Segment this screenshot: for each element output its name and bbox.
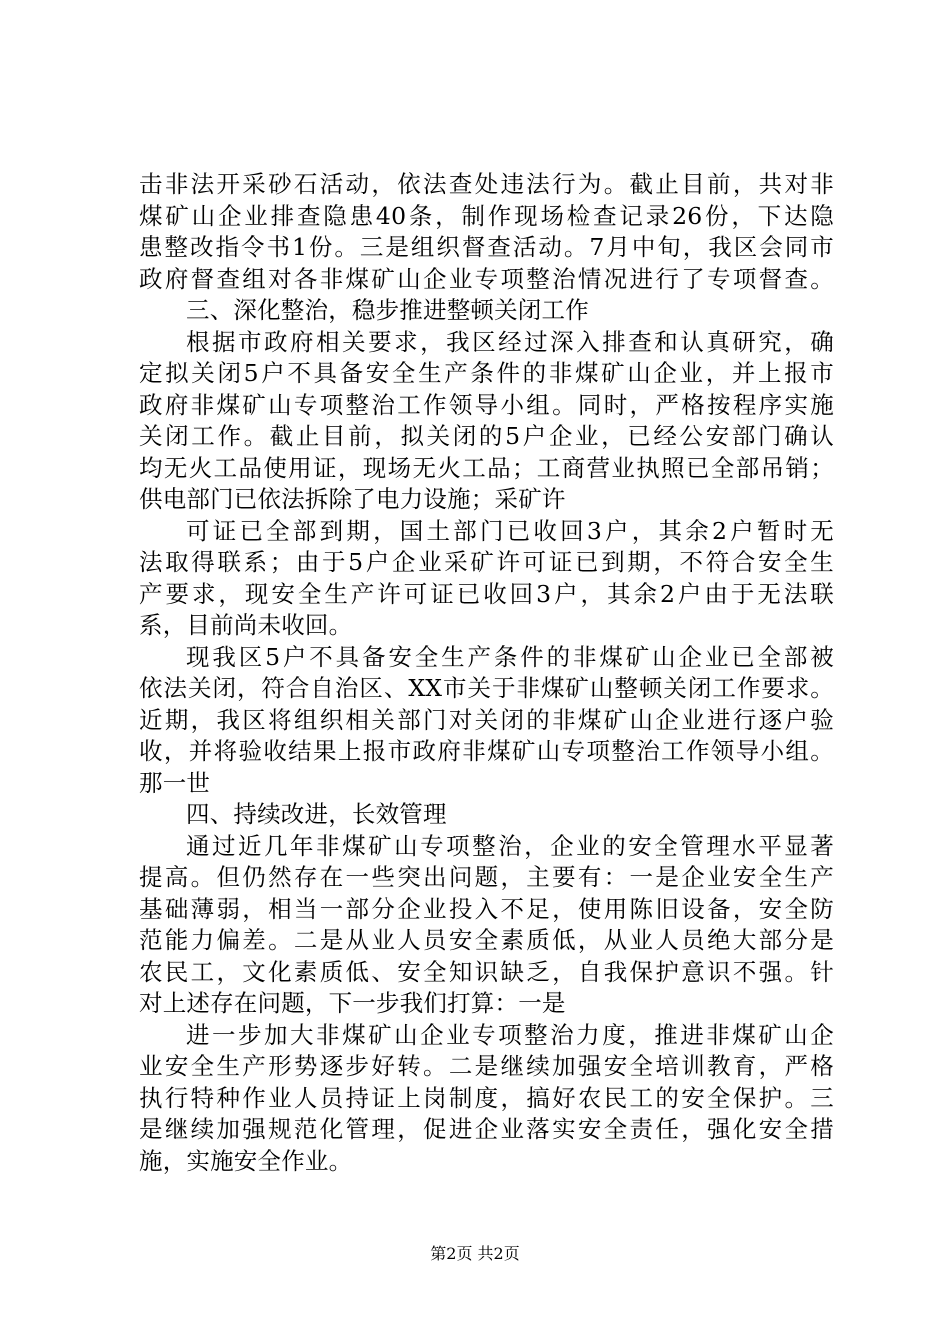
text-line: 击非法开采砂石活动，依法查处违法行为。截止目前，共对非 <box>139 170 834 198</box>
text-line: 关闭工作。截止目前，拟关闭的5户企业，已经公安部门确认 <box>139 422 834 450</box>
page-number: 第2页 共2页 <box>430 1244 520 1263</box>
text-line: 患整改指令书1份。三是组织督查活动。7月中旬，我区会同市 <box>139 233 834 261</box>
text-line: 是继续加强规范化管理，促进企业落实安全责任，强化安全措 <box>139 1115 834 1143</box>
section-heading: 三、深化整治，稳步推进整顿关闭工作 <box>186 296 589 324</box>
text-line: 可证已全部到期，国土部门已收回3户，其余2户暂时无 <box>186 516 834 545</box>
text-line: 提高。但仍然存在一些突出问题，主要有：一是企业安全生产 <box>139 863 834 891</box>
text-line: 基础薄弱，相当一部分企业投入不足，使用陈旧设备，安全防 <box>139 894 834 923</box>
text-line: 农民工，文化素质低、安全知识缺乏，自我保护意识不强。针 <box>139 957 834 986</box>
text-line: 那一世 <box>139 768 211 797</box>
text-line: 范能力偏差。二是从业人员安全素质低，从业人员绝大部分是 <box>139 926 834 954</box>
text-line: 法取得联系；由于5户企业采矿许可证已到期，不符合安全生 <box>139 548 834 576</box>
text-line: 供电部门已依法拆除了电力设施；采矿许 <box>139 485 566 513</box>
text-line: 产要求，现安全生产许可证已收回3户，其余2户由于无法联 <box>139 579 834 608</box>
text-line: 根据市政府相关要求，我区经过深入排查和认真研究，确 <box>186 327 834 356</box>
text-line: 收，并将验收结果上报市政府非煤矿山专项整治工作领导小组。 <box>139 737 834 765</box>
text-line: 对上述存在问题，下一步我们打算：一是 <box>139 989 566 1017</box>
text-line: 系，目前尚未收回。 <box>139 611 353 639</box>
text-line: 定拟关闭5户不具备安全生产条件的非煤矿山企业，并上报市 <box>139 359 834 387</box>
text-line: 通过近几年非煤矿山专项整治，企业的安全管理水平显著 <box>186 831 834 860</box>
document-body <box>139 169 834 1177</box>
text-line: 政府督查组对各非煤矿山企业专项整治情况进行了专项督查。 <box>139 264 834 293</box>
text-line: 依法关闭，符合自治区、XX市关于非煤矿山整顿关闭工作要求。 <box>139 674 834 702</box>
text-line: 煤矿山企业排查隐患40条，制作现场检查记录26份，下达隐 <box>139 201 834 230</box>
text-line: 业安全生产形势逐步好转。二是继续加强安全培训教育，严格 <box>139 1052 834 1080</box>
text-line: 进一步加大非煤矿山企业专项整治力度，推进非煤矿山企 <box>186 1020 834 1049</box>
text-line: 均无火工品使用证，现场无火工品；工商营业执照已全部吊销； <box>139 453 834 482</box>
section-heading: 四、持续改进，长效管理 <box>186 800 447 828</box>
text-line: 施，实施安全作业。 <box>139 1146 353 1175</box>
text-line: 执行特种作业人员持证上岗制度，搞好农民工的安全保护。三 <box>139 1083 834 1112</box>
text-line: 政府非煤矿山专项整治工作领导小组。同时，严格按程序实施 <box>139 390 834 419</box>
text-line: 近期，我区将组织相关部门对关闭的非煤矿山企业进行逐户验 <box>139 705 834 734</box>
text-line: 现我区5户不具备安全生产条件的非煤矿山企业已全部被 <box>186 642 834 671</box>
